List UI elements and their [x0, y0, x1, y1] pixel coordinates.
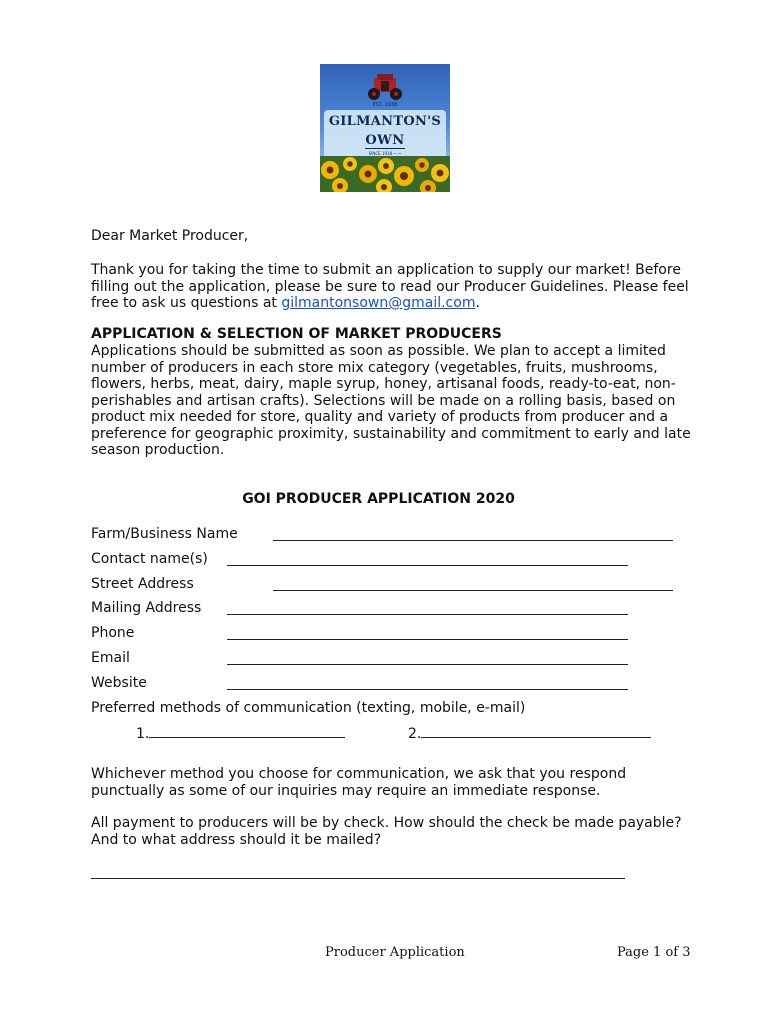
sunflowers-image: [320, 156, 450, 192]
form-title-text: GOI PRODUCER APPLICATION 2020: [242, 491, 515, 507]
contact-names-field[interactable]: [227, 565, 628, 566]
selection-paragraph: Applications should be submitted as soon as possible. We plan to accept a limited number of producers in each store mix category (vegetables, fruits, mushrooms, flowers, herbs, meat, dairy, maple syrup, honey, artisanal foods, ready-to-eat, non-perishables and artisan crafts). Selections will be made on a rolling basis, based on product mix needed for store, quality and variety of products from producer and a preference for geographic proximity, sustainability and commitment to early and late season production.: [91, 343, 691, 458]
gilmantons-own-logo: [320, 64, 450, 192]
method-2-label: 2.: [408, 726, 422, 742]
logo-banner: [324, 110, 446, 160]
method-1-field[interactable]: [149, 725, 345, 738]
intro-end: .: [475, 295, 480, 311]
intro-text: Thank you for taking the time to submit an application to supply our market! Before filling out the application, please be sure to read our Producer Guidelines. Please feel free to ask us questions at: [91, 262, 689, 311]
salutation: Dear Market Producer,: [91, 228, 249, 244]
contact-names-label: Contact name(s): [91, 551, 208, 567]
mailing-address-field[interactable]: [227, 614, 628, 615]
website-label: Website: [91, 675, 147, 691]
email-link[interactable]: gilmantonsown@gmail.com: [281, 295, 476, 311]
payment-details-field[interactable]: [91, 878, 625, 879]
method-1: [136, 725, 345, 742]
logo-est-text: SINCE 1938 ~ ~: [368, 151, 402, 156]
footer-title: Producer Application: [325, 945, 465, 960]
email-label: Email: [91, 650, 130, 666]
tractor-icon: [368, 72, 402, 102]
method-1-label: 1.: [136, 726, 150, 742]
page-number: Page 1 of 3: [617, 945, 691, 960]
method-2: [408, 725, 651, 742]
selection-heading: APPLICATION & SELECTION OF MARKET PRODUCERS: [91, 326, 502, 342]
preferred-methods-label: Preferred methods of communication (texting, mobile, e-mail): [91, 700, 526, 716]
respond-paragraph: Whichever method you choose for communication, we ask that you respond punctually as some of our inquiries may require an immediate response.: [91, 766, 627, 799]
farm-business-name-field[interactable]: [273, 540, 673, 541]
mailing-address-label: Mailing Address: [91, 600, 202, 616]
payment-paragraph: All payment to producers will be by check. How should the check be made payable? And to what address should it be mailed?: [91, 815, 682, 848]
street-address-field[interactable]: [273, 590, 673, 591]
phone-label: Phone: [91, 625, 135, 641]
intro-paragraph: [91, 262, 691, 312]
logo-small-text: EST. 1938: [372, 102, 398, 108]
logo-name-line1: GILMANTON'S: [328, 114, 442, 129]
form-title: [0, 491, 770, 507]
farm-business-name-label: Farm/Business Name: [91, 526, 238, 542]
logo-name-line2: OWN: [365, 133, 405, 148]
email-field[interactable]: [227, 664, 628, 665]
street-address-label: Street Address: [91, 576, 194, 592]
method-2-field[interactable]: [421, 725, 651, 738]
phone-field[interactable]: [227, 639, 628, 640]
website-field[interactable]: [227, 689, 628, 690]
